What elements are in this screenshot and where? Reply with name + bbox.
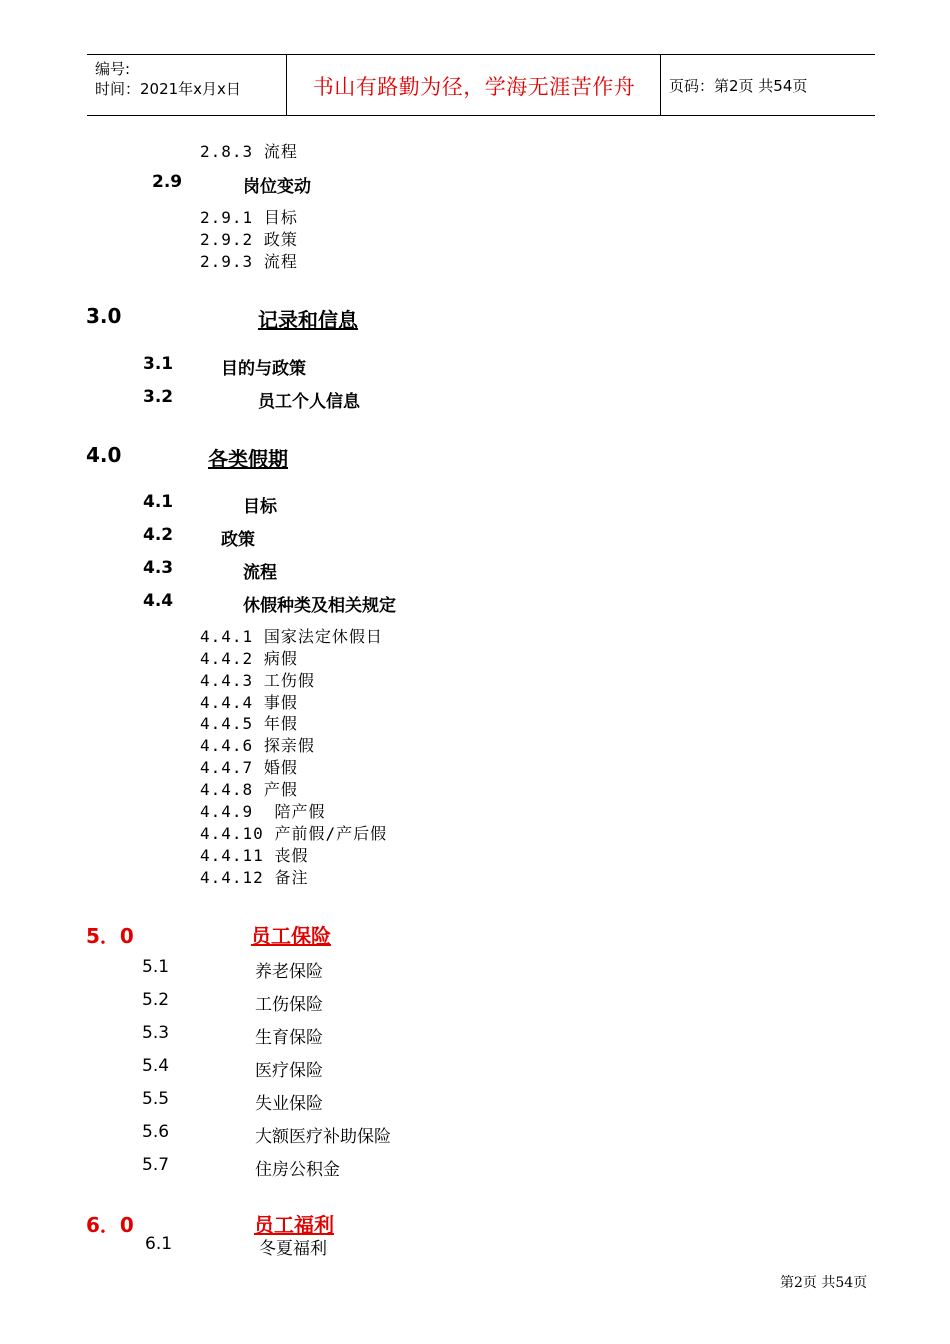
- toc-entry: 2.9.1 目标: [200, 208, 298, 227]
- toc-entry-title: 岗位变动: [243, 177, 311, 197]
- toc-entry-title: 住房公积金: [255, 1160, 340, 1180]
- toc-entry-number: 5.1: [142, 957, 170, 977]
- header-page-info: 页码：第2页 共54页: [669, 77, 808, 95]
- toc-entry-title: 休假种类及相关规定: [243, 596, 396, 616]
- toc-entry-title: 员工个人信息: [258, 392, 360, 412]
- toc-entry-number: 4.1: [143, 492, 174, 512]
- toc-entry: 4.4.1 国家法定休假日: [200, 627, 383, 646]
- header-motto: 书山有路勤为径，学海无涯苦作舟: [312, 75, 636, 99]
- toc-entry-number: 4.2: [143, 525, 174, 545]
- toc-entry: 4.4.5 年假: [200, 714, 298, 733]
- toc-entry-title: 失业保险: [255, 1094, 323, 1114]
- toc-entry: 4.4.10 产前假/产后假: [200, 824, 388, 843]
- toc-entry-number: 5.6: [142, 1122, 170, 1142]
- toc-entry: 4.4.9 陪产假: [200, 802, 326, 821]
- toc-entry: 4.4.2 病假: [200, 649, 298, 668]
- section-number: 4.0: [86, 443, 122, 467]
- toc-entry-number: 4.3: [143, 558, 174, 578]
- toc-entry-number: 5.2: [142, 990, 170, 1010]
- toc-entry-title: 养老保险: [255, 962, 323, 982]
- toc-entry: 2.8.3 流程: [200, 142, 298, 161]
- page-header: [87, 54, 875, 116]
- toc-entry-title: 目标: [243, 497, 277, 517]
- toc-entry-title: 流程: [243, 563, 277, 583]
- toc-entry-title: 冬夏福利: [259, 1239, 327, 1259]
- footer-page-number: 第2页 共54页: [780, 1275, 868, 1291]
- section-title: 员工福利: [254, 1213, 334, 1237]
- toc-entry-number: 5.7: [142, 1155, 170, 1175]
- toc-entry-number: 5.4: [142, 1056, 170, 1076]
- toc-entry: 4.4.6 探亲假: [200, 736, 315, 755]
- toc-entry-number: 5.5: [142, 1089, 170, 1109]
- toc-entry-title: 政策: [221, 530, 255, 550]
- toc-entry: 4.4.7 婚假: [200, 758, 298, 777]
- number-label: 编号:: [95, 60, 131, 78]
- toc-entry-number: 3.1: [143, 354, 174, 374]
- header-meta: [95, 59, 241, 99]
- toc-entry-number: 3.2: [143, 387, 174, 407]
- toc-entry: 2.9.3 流程: [200, 252, 298, 271]
- section-title: 各类假期: [208, 447, 288, 471]
- toc-entry-title: 大额医疗补助保险: [255, 1127, 391, 1147]
- toc-entry: 4.4.11 丧假: [200, 846, 309, 865]
- toc-entry: 4.4.8 产假: [200, 780, 298, 799]
- section-number: 3.0: [86, 304, 122, 328]
- toc-entry: 2.9: [152, 172, 183, 192]
- toc-entry-number: 6.1: [145, 1234, 173, 1254]
- section-number: 5．0: [86, 924, 134, 948]
- toc-entry-title: 医疗保险: [255, 1061, 323, 1081]
- toc-entry-title: 目的与政策: [221, 359, 306, 379]
- section-number: 6．0: [86, 1213, 134, 1237]
- toc-entry-title: 工伤保险: [255, 995, 323, 1015]
- toc-entry-title: 生育保险: [255, 1028, 323, 1048]
- time-label: 时间：2021年x月x日: [95, 80, 241, 98]
- toc-entry: 4.4.4 事假: [200, 693, 298, 712]
- toc-entry-number: 4.4: [143, 591, 174, 611]
- section-title: 记录和信息: [258, 308, 358, 332]
- section-title: 员工保险: [251, 924, 331, 948]
- toc-entry-number: 5.3: [142, 1023, 170, 1043]
- toc-entry: 4.4.12 备注: [200, 868, 309, 887]
- toc-entry: 4.4.3 工伤假: [200, 671, 315, 690]
- toc-entry: 2.9.2 政策: [200, 230, 298, 249]
